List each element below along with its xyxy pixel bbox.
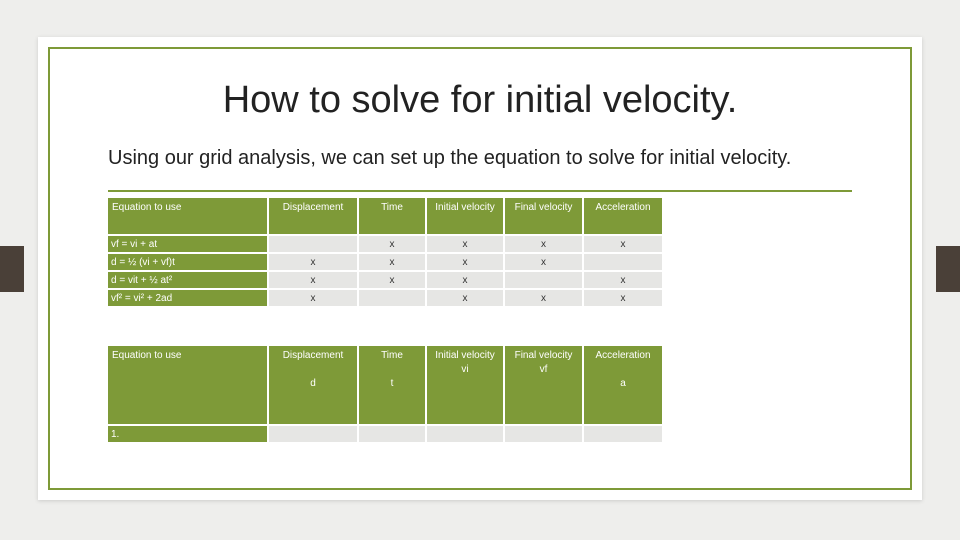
grid-cell: x	[427, 272, 503, 288]
header-time: Time	[359, 198, 425, 234]
table-header-row	[108, 198, 662, 234]
header-label: Final velocity	[514, 350, 573, 361]
grid-cell: x	[269, 290, 357, 306]
slide-title: How to solve for initial velocity.	[222, 79, 738, 121]
header-symbol: a	[620, 378, 626, 389]
header-label: Time	[381, 350, 403, 361]
equation-cell: vf = vi + at	[108, 236, 267, 252]
header-symbol: t	[390, 378, 394, 389]
grid-cell: x	[584, 236, 662, 252]
header-final-velocity: Final velocity	[505, 198, 582, 234]
header-equation	[108, 346, 267, 424]
header-time	[359, 346, 425, 424]
header-displacement: Displacement	[269, 198, 357, 234]
grid-cell: x	[269, 254, 357, 270]
table-row	[108, 272, 662, 288]
equation-cell: d = ½ (vi + vf)t	[108, 254, 267, 270]
grid-cell[interactable]	[584, 426, 662, 442]
grid-cell: x	[505, 254, 582, 270]
grid-cell: x	[359, 272, 425, 288]
grid-cell: x	[505, 290, 582, 306]
equation-cell[interactable]: 1.	[108, 426, 267, 442]
grid-cell	[505, 272, 582, 288]
grid-cell[interactable]	[269, 426, 357, 442]
equation-cell: d = vit + ½ at²	[108, 272, 267, 288]
left-side-tab	[0, 246, 24, 292]
grid-cell: x	[359, 254, 425, 270]
header-symbol: vi	[461, 364, 469, 375]
header-symbol: d	[310, 378, 316, 389]
grid-cell: x	[584, 272, 662, 288]
grid-cell: x	[584, 290, 662, 306]
header-initial-velocity	[427, 346, 503, 424]
right-side-tab	[936, 246, 960, 292]
grid-cell	[584, 254, 662, 270]
table-row	[108, 254, 662, 270]
table-row	[108, 290, 662, 306]
header-acceleration	[584, 346, 662, 424]
variable-worksheet-table	[106, 344, 664, 444]
header-acceleration: Acceleration	[584, 198, 662, 234]
header-label: Initial velocity	[435, 350, 495, 361]
header-symbol: vf	[539, 364, 548, 375]
grid-cell	[269, 236, 357, 252]
header-label: Equation to use	[112, 350, 182, 361]
grid-cell	[359, 290, 425, 306]
header-final-velocity	[505, 346, 582, 424]
grid-cell[interactable]	[427, 426, 503, 442]
table-row	[108, 426, 662, 442]
grid-cell: x	[359, 236, 425, 252]
grid-cell[interactable]	[505, 426, 582, 442]
grid-cell: x	[427, 236, 503, 252]
grid-cell[interactable]	[359, 426, 425, 442]
table-header-row	[108, 346, 662, 424]
grid-cell: x	[269, 272, 357, 288]
grid-cell: x	[427, 254, 503, 270]
table-row	[108, 236, 662, 252]
slide-subtitle: Using our grid analysis, we can set up the equation to solve for initial velocity.	[108, 147, 792, 169]
equation-grid-table	[106, 196, 664, 308]
grid-cell: x	[505, 236, 582, 252]
grid-cell: x	[427, 290, 503, 306]
header-label: Acceleration	[595, 350, 651, 361]
header-equation: Equation to use	[108, 198, 267, 234]
header-label: Displacement	[282, 350, 344, 361]
header-displacement	[269, 346, 357, 424]
equation-cell: vf² = vi² + 2ad	[108, 290, 267, 306]
subtitle-underline	[108, 190, 852, 192]
header-initial-velocity: Initial velocity	[427, 198, 503, 234]
